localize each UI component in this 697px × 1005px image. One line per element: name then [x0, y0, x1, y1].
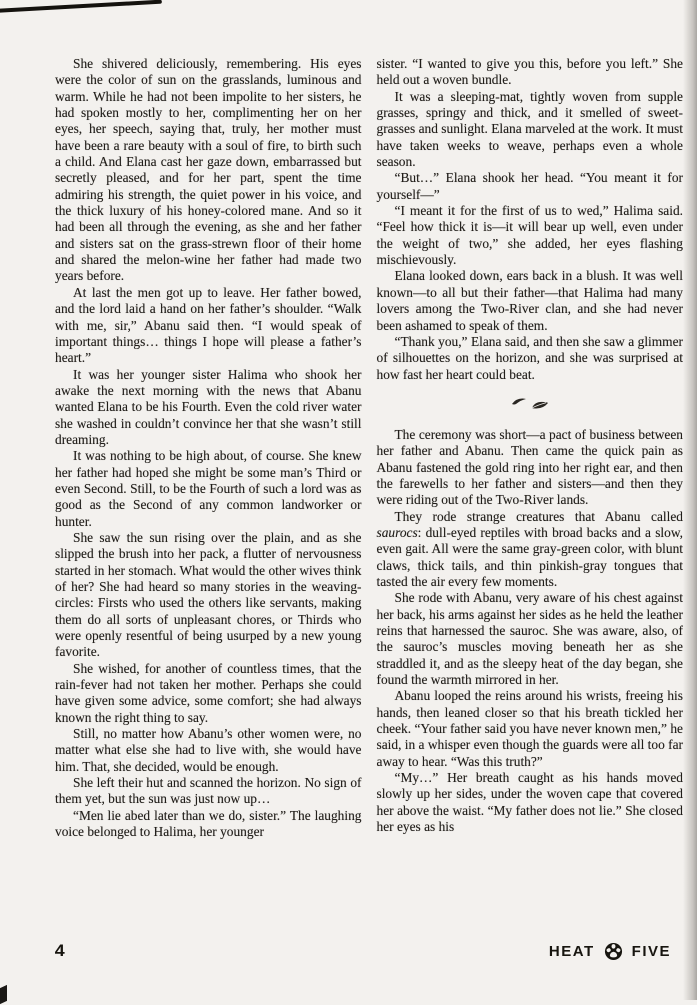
fern-leaf-ornament-icon	[510, 400, 550, 415]
paragraph: It was nothing to be high about, of course. She knew her father had hoped she might be some man’s Third or even Second. Still, to be the Fourth of such a lord was as good as the Second of any common landworker or hunter.	[55, 448, 362, 529]
right-column-top-section	[377, 56, 684, 383]
paragraph: The ceremony was short—a pact of business between her father and Abanu. Then came the quick pain as Abanu fastened the gold ring into her right ear, and then the farewells to her father and sisters—and then they were riding out of the Two-River lands.	[376, 426, 683, 508]
scan-artifact-top-edge	[0, 0, 162, 13]
page-text-area	[55, 56, 683, 841]
paragraph: At last the men got up to leave. Her father bowed, and the lord laid a hand on her father’s shoulder. “Walk with me, sir,” Abanu said then. “I would speak of important things… things I hope will please a father’s heart.”	[55, 284, 362, 366]
left-column	[55, 56, 362, 841]
paragraph: Abanu looped the reins around his wrists, freeing his hands, then leaned closer so that his breath tickled her cheek. “Your father said you have never known men,” he said, in a whisper even though the guards were all too far away to hear. “Was this truth?”	[376, 688, 683, 769]
paragraph: It was a sleeping-mat, tightly woven from supple grasses, springy and thick, and it smelled of sweet-grasses and sunlight. Elana marveled at the work. It must have taken weeks to weave, perhaps even a whole season.	[376, 88, 683, 170]
paragraph: She wished, for another of countless times, that the rain-fever had not taken her mother. Perhaps she could have given some advice, some comfort; she had always known the right thing to say.	[55, 660, 362, 725]
paragraph: She left their hut and scanned the horizon. No sign of them yet, but the sun was just now up…	[55, 775, 362, 807]
paragraph: It was her younger sister Halima who shook her awake the next morning with the news that Abanu wanted Elana to be his Fourth. Even the cold river water she washed in couldn’t convince her that she wasn’t still dreaming.	[55, 366, 362, 447]
paragraph: “Thank you,” Elana said, and then she saw a glimmer of silhouettes on the horizon, and she was surprised at how fast her heart could beat.	[376, 333, 683, 382]
paragraph: “I meant it for the first of us to wed,” Halima said. “Feel how thick it is—it will bear up well, even under the weight of two,” she added, her eyes flashing mischievously.	[376, 203, 683, 268]
right-column	[377, 56, 684, 841]
paragraph: “But…” Elana shook her head. “You meant it for yourself—”	[376, 170, 683, 202]
paragraph: She shivered deliciously, remembering. His eyes were the color of sun on the grasslands, luminous and warm. While he had not been impolite to her sisters, he had spoken mostly to her, complimenting her on her eyes, her speech, saying that, truly, her mother must have been a rare beauty with a soul of fire, to birth such a child. And Elana cast her gaze down, embarrassed but secretly pleased, and for her part, spent the time admiring his strength, the quiet power in his voice, and the thick luxury of his honey-colored mane. And so it had been all through the evening, as she and her father and sisters sat on the grass-strewn floor of their home and shared the melon-wine her father had made two years before.	[55, 56, 362, 284]
page-number: 4	[54, 941, 65, 960]
right-column-bottom-section	[377, 427, 684, 836]
scan-shadow-right-edge	[683, 0, 697, 1000]
paw-print-icon	[604, 942, 623, 961]
paragraph: sister. “I wanted to give you this, before you left.” She held out a woven bundle.	[376, 56, 683, 88]
page-footer	[55, 941, 671, 961]
paragraph: Still, no matter how Abanu’s other women were, no matter what else she had to live with, she would have him. That, she decided, would be enough.	[55, 726, 362, 774]
paragraph: She rode with Abanu, very aware of his chest against her back, his arms against her sides as he held the leather reins that harnessed the sauroc. She was aware, also, of the sauroc’s muscles moving beneath her as she straddled it, and as the sleepy heat of the day began, she found the warmth mirrored in her.	[376, 590, 683, 688]
paragraph: They rode strange creatures that Abanu called saurocs: dull-eyed reptiles with broad backs and a slow, even gait. All were the same gray-green color, with blunt claws, thick tails, and thin pinkish-gray tongues that tasted the air every few moments.	[376, 508, 683, 589]
running-title-heat: HEAT	[548, 942, 595, 960]
running-title-five: FIVE	[631, 942, 671, 960]
section-divider	[377, 396, 684, 412]
paragraph: “Men lie abed later than we do, sister.” The laughing voice belonged to Halima, her younger	[55, 807, 362, 840]
running-title	[549, 942, 671, 961]
paragraph: “My…” Her breath caught as his hands moved slowly up her sides, under the woven cape that covered her above the waist. “My father does not lie.” She closed her eyes as his	[376, 770, 683, 835]
paragraph: She saw the sun rising over the plain, and as she slipped the brush into her pack, a flutter of nervousness started in her stomach. What would the other wives think of her? She had heard so many stories in the weaving-circles: Firsts who used the others like servants, making them do all sorts of unpleasant chores, or Thirds who were openly resentful of being usurped by a new young favorite.	[55, 529, 362, 660]
paragraph: Elana looked down, ears back in a blush. It was well known—to all but their father—that Halima had many lovers among the Two-River clan, and she had never been ashamed to speak of them.	[376, 268, 683, 333]
scan-artifact-bottom-left	[0, 985, 7, 1005]
